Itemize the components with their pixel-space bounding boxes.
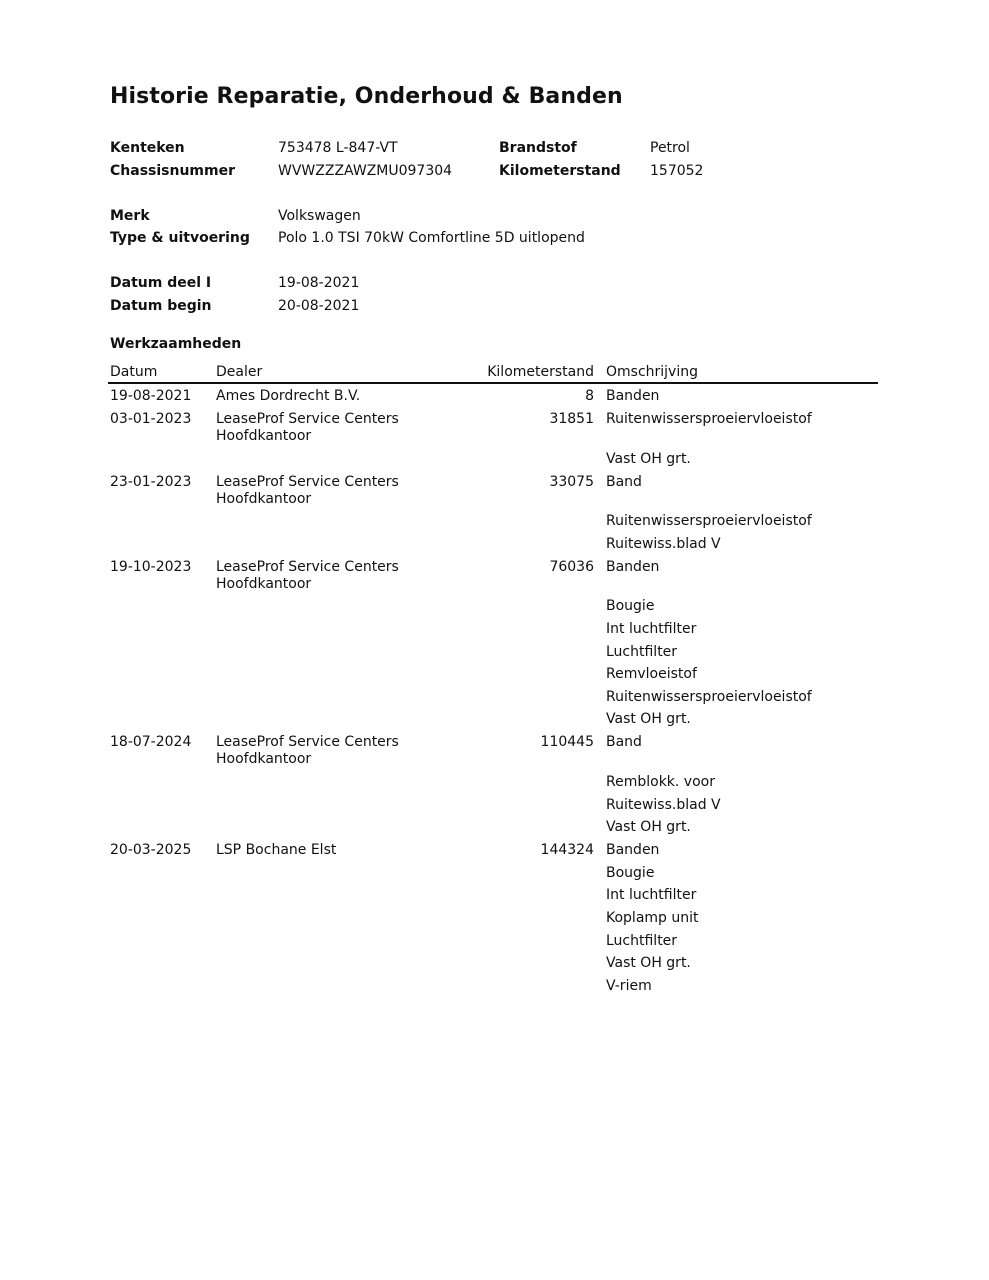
table-row [108,470,878,555]
row-omschrijving-item: Ruitewiss.blad V [606,535,721,552]
row-omschrijving-item: Vast OH grt. [606,450,691,467]
row-omschrijving-item: Band [606,734,642,751]
row-omschrijving-item: Banden [606,388,660,404]
row-omschrijving-item: Vast OH grt. [606,711,691,728]
kenteken-label: Kenteken [110,140,185,156]
row-datum: 03-01-2023 [110,411,192,427]
row-omschrijving-item: Int luchtfilter [606,620,697,637]
row-datum: 19-10-2023 [110,558,192,575]
row-datum: 18-07-2024 [110,734,192,751]
table-row [108,730,878,838]
row-dealer: Ames Dordrecht B.V. [216,388,361,404]
row-omschrijving-item: Luchtfilter [606,643,678,660]
type-label: Type & uitvoering [110,230,250,246]
brandstof-value: Petrol [650,140,690,156]
table-header [108,362,878,384]
row-kilometerstand: 33075 [549,473,594,490]
row-omschrijving-item: V-riem [606,977,652,994]
row-kilometerstand: 144324 [540,842,594,859]
chassis-value: WVWZZZAWZMU097304 [278,163,453,179]
row-omschrijving-item: Bougie [606,864,655,881]
row-kilometerstand: 110445 [540,734,594,751]
row-kilometerstand: 31851 [549,411,594,427]
kenteken-value: 753478 L-847-VT [278,140,398,156]
table-row [108,407,878,470]
row-datum: 19-08-2021 [110,388,192,404]
brandstof-label: Brandstof [499,140,577,156]
row-dealer: LeaseProf Service Centers Hoofdkantoor [216,411,399,444]
row-omschrijving-item: Ruitenwissersproeiervloeistof [606,688,812,705]
header-kilometerstand: Kilometerstand [487,364,594,380]
row-kilometerstand: 8 [585,388,594,404]
header-omschrijving: Omschrijving [606,364,698,380]
chassis-label: Chassisnummer [110,163,235,179]
row-omschrijving-item: Banden [606,842,660,859]
werkzaamheden-title: Werkzaamheden [110,336,242,352]
row-omschrijving-item: Banden [606,558,660,575]
row-omschrijving-item: Remblokk. voor [606,773,715,790]
header-dealer: Dealer [216,364,263,380]
row-dealer: LSP Bochane Elst [216,842,337,859]
werkzaamheden-table [108,362,878,997]
merk-value: Volkswagen [278,208,361,224]
row-omschrijving-item: Bougie [606,598,655,615]
row-omschrijving-item: Ruitenwissersproeiervloeistof [606,411,812,427]
page-title: Historie Reparatie, Onderhoud & Banden [110,84,623,109]
datum-begin-label: Datum begin [110,298,212,314]
row-datum: 20-03-2025 [110,842,192,859]
row-omschrijving-item: Ruitenwissersproeiervloeistof [606,513,812,530]
row-datum: 23-01-2023 [110,473,192,490]
row-omschrijving-item: Luchtfilter [606,932,678,949]
table-row [108,555,878,731]
row-omschrijving-item: Koplamp unit [606,909,699,926]
kilometerstand-label: Kilometerstand [499,163,621,179]
row-omschrijving-item: Vast OH grt. [606,819,691,836]
datum-deel-label: Datum deel I [110,275,212,291]
kilometerstand-value: 157052 [650,163,704,179]
row-omschrijving-item: Remvloeistof [606,666,697,683]
datum-begin-value: 20-08-2021 [278,298,360,314]
row-omschrijving-item: Int luchtfilter [606,887,697,904]
row-kilometerstand: 76036 [549,558,594,575]
row-omschrijving-item: Vast OH grt. [606,955,691,972]
merk-label: Merk [110,208,150,224]
table-body [108,384,878,997]
table-row [108,838,878,997]
table-row [108,384,878,407]
row-dealer: LeaseProf Service Centers Hoofdkantoor [216,473,399,507]
header-datum: Datum [110,364,158,380]
row-dealer: LeaseProf Service Centers Hoofdkantoor [216,734,399,768]
row-omschrijving-item: Ruitewiss.blad V [606,796,721,813]
row-dealer: LeaseProf Service Centers Hoofdkantoor [216,558,399,592]
type-value: Polo 1.0 TSI 70kW Comfortline 5D uitlopend [278,230,585,246]
datum-deel-value: 19-08-2021 [278,275,360,291]
row-omschrijving-item: Band [606,473,642,490]
